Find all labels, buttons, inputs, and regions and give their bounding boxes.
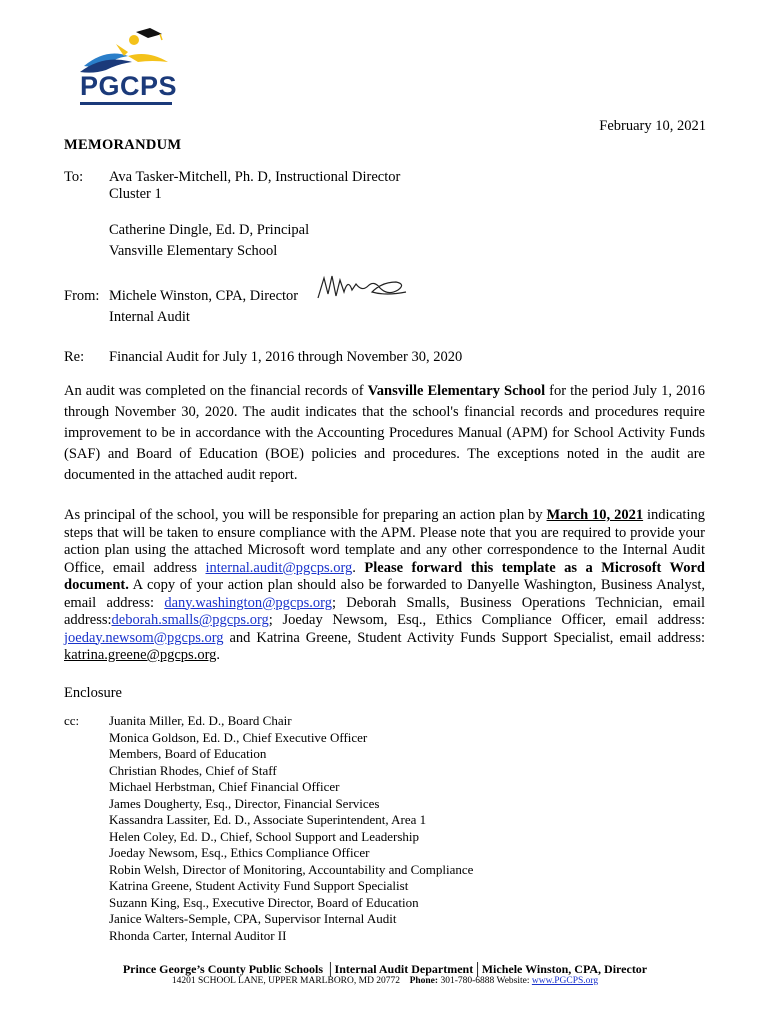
cc-list bbox=[109, 713, 473, 944]
p2-text-2: indicating steps that will be taken to ensure compliance with the APM. Please note that you are required to provide your action plan using the attached Microsoft word template and any other correspondence to the Internal Audit Office, email address bbox=[64, 507, 705, 576]
action-plan-deadline: March 10, 2021 bbox=[546, 507, 644, 523]
cc-item: Joeday Newsom, Esq., Ethics Compliance Officer bbox=[109, 845, 370, 860]
cc-item: Christian Rhodes, Chief of Staff bbox=[109, 762, 277, 778]
cc-item: Helen Coley, Ed. D., Chief, School Support and Leadership bbox=[109, 828, 420, 844]
smalls-email-link[interactable]: deborah.smalls@pgcps.org bbox=[111, 612, 269, 628]
p2-text-5: ; Deborah Smalls, Business Operations Technician, email address: bbox=[64, 594, 705, 628]
footer-website-link[interactable]: www.PGCPS.org bbox=[531, 976, 599, 986]
cc-item: Juanita Miller, Ed. D., Board Chair bbox=[109, 713, 292, 728]
re-label: Re: bbox=[64, 349, 85, 365]
footer-org-line: Prince George’s County Public Schools │Internal Audit Department│Michele Winston, CPA, Director bbox=[122, 962, 648, 976]
enclosure-label: Enclosure bbox=[64, 685, 122, 701]
internal-audit-email-link[interactable]: internal.audit@pgcps.org bbox=[205, 559, 353, 576]
paragraph-audit-summary bbox=[64, 381, 705, 486]
greene-email: katrina.greene@pgcps.org bbox=[64, 647, 217, 663]
p1-school-name: Vansville Elementary School bbox=[367, 383, 546, 399]
logo-underline bbox=[80, 102, 172, 105]
memo-title: MEMORANDUM bbox=[64, 137, 182, 153]
p1-text-1: An audit was completed on the financial records of bbox=[64, 383, 368, 399]
cc-item: Michael Herbstman, Chief Financial Officer bbox=[109, 779, 340, 794]
cc-item: Katrina Greene, Student Activity Fund Support Specialist bbox=[109, 878, 409, 893]
to-label: To: bbox=[64, 169, 84, 185]
cc-label: cc: bbox=[64, 713, 80, 728]
from-name: Michele Winston, CPA, Director bbox=[109, 288, 299, 304]
footer-phone: 301-780-6888 bbox=[440, 976, 495, 986]
memo-date: February 10, 2021 bbox=[599, 118, 706, 134]
p2-text-8: . bbox=[216, 647, 221, 663]
to-recipient-1-name: Ava Tasker-Mitchell, Ph. D, Instructional Director bbox=[109, 169, 401, 185]
re-subject: Financial Audit for July 1, 2016 through November 30, 2020 bbox=[109, 349, 463, 365]
p2-text-4: A copy of your action plan should also be forwarded to Danyelle Washington, Business Analyst, email address: bbox=[64, 577, 705, 611]
to-recipient-1-org: Cluster 1 bbox=[109, 186, 162, 202]
p2-text-3: . bbox=[352, 559, 365, 576]
washington-email-link[interactable]: dany.washington@pgcps.org bbox=[164, 594, 332, 611]
footer-address: 14201 SCHOOL LANE, UPPER MARLBORO, MD 20772 bbox=[171, 976, 401, 986]
p2-text-1: As principal of the school, you will be responsible for preparing an action plan by bbox=[64, 507, 547, 523]
cc-item: Kassandra Lassiter, Ed. D., Associate Superintendent, Area 1 bbox=[109, 812, 427, 827]
footer-contact-line bbox=[0, 976, 770, 986]
to-recipient-2-name: Catherine Dingle, Ed. D, Principal bbox=[109, 222, 310, 238]
cc-item: Monica Goldson, Ed. D., Chief Executive Officer bbox=[109, 729, 368, 745]
p2-word-template-instruction: Please forward this template as a Microsoft Word document. bbox=[64, 559, 706, 593]
newsom-email-link[interactable]: joeday.newsom@pgcps.org bbox=[64, 629, 224, 646]
footer-website-label: Website: bbox=[496, 976, 530, 986]
p1-text-2: for the period July 1, 2016 through November 30, 2020. The audit indicates that the school's financial records and procedures require improvement to be in accordance with the Accounting Procedures Manual (APM) for School Activity Funds (SAF) and Board of Education (BOE) policies and procedures. The exceptions noted in the audit are documented in the attached audit report. bbox=[64, 383, 705, 483]
cc-item: Rhonda Carter, Internal Auditor II bbox=[109, 927, 287, 943]
cc-item: Robin Welsh, Director of Monitoring, Accountability and Compliance bbox=[109, 861, 474, 877]
from-label: From: bbox=[64, 288, 100, 304]
logo-graphic-icon bbox=[76, 26, 176, 74]
to-recipient-2-org: Vansville Elementary School bbox=[109, 243, 278, 259]
cc-item: Janice Walters-Semple, CPA, Supervisor Internal Audit bbox=[109, 911, 397, 926]
footer-phone-label: Phone: bbox=[409, 976, 439, 986]
paragraph-action-plan bbox=[64, 507, 705, 665]
signature-icon bbox=[316, 270, 408, 306]
cc-item: James Dougherty, Esq., Director, Financial Services bbox=[109, 795, 380, 811]
from-dept: Internal Audit bbox=[109, 309, 190, 325]
p2-text-7: and Katrina Greene, Student Activity Funds Support Specialist, email address: bbox=[223, 629, 705, 646]
cc-item: Members, Board of Education bbox=[109, 746, 267, 761]
pgcps-logo bbox=[76, 26, 176, 108]
p2-text-6: ; Joeday Newsom, Esq., Ethics Compliance Officer, email address: bbox=[268, 612, 705, 628]
logo-wordmark: PGCPS bbox=[80, 71, 178, 101]
cc-item: Suzann King, Esq., Executive Director, Board of Education bbox=[109, 894, 419, 910]
